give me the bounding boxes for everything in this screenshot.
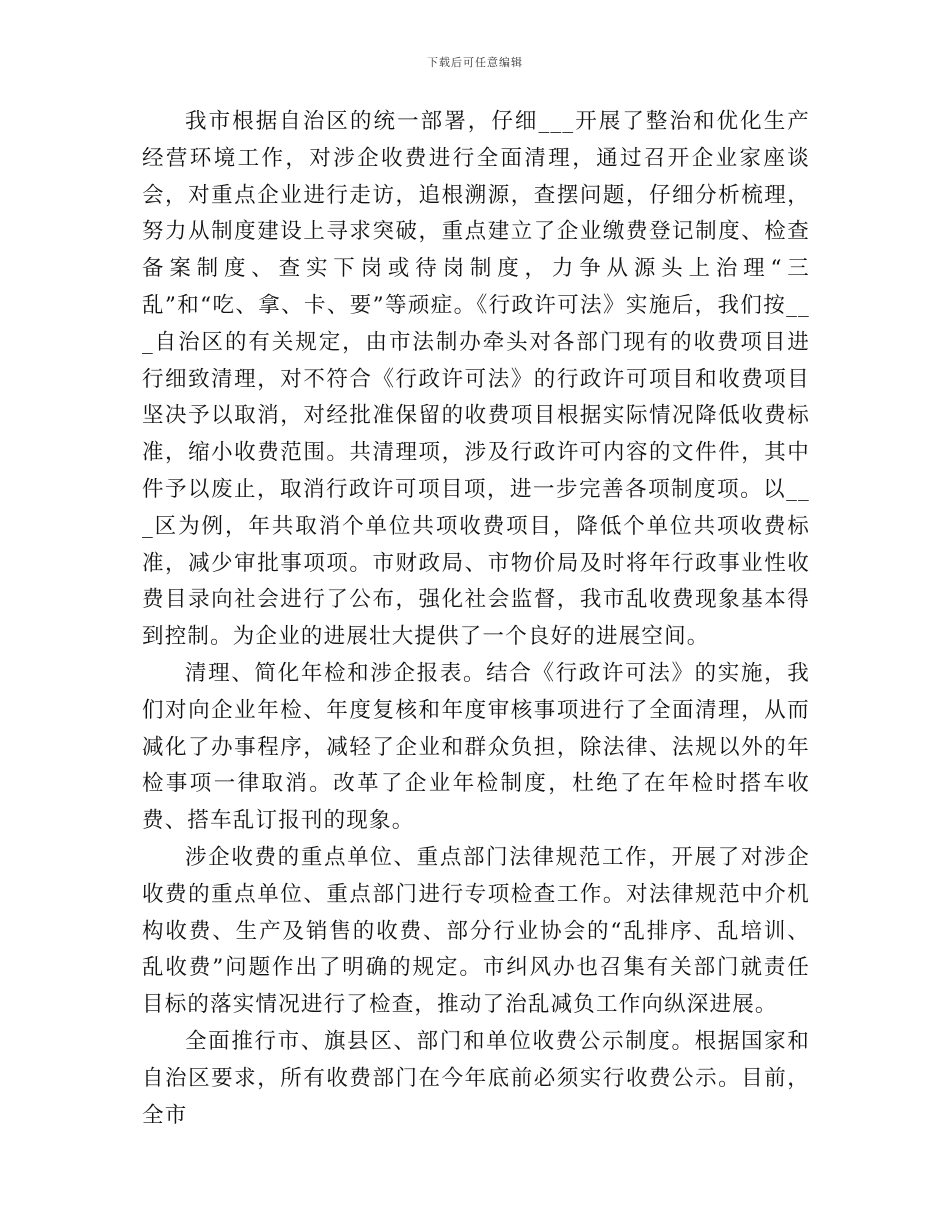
page-header-note: 下载后可任意编辑 bbox=[427, 56, 523, 69]
paragraph-4: 全面推行市、旗县区、部门和单位收费公示制度。根据国家和自治区要求，所有收费部门在今年底前必须实行收费公示。目前，全市 bbox=[142, 1028, 810, 1128]
paragraph-2: 清理、简化年检和涉企报表。结合《行政许可法》的实施，我们对向企业年检、年度复核和年度审核事项进行了全面清理，从而减化了办事程序，减轻了企业和群众负担，除法律、法规以外的年检事项一律取消。改革了企业年检制度，杜绝了在年检时搭车收费、搭车乱订报刊的现象。 bbox=[142, 660, 810, 834]
document-body bbox=[142, 104, 810, 1134]
paragraph-3: 涉企收费的重点单位、重点部门法律规范工作，开展了对涉企收费的重点单位、重点部门进行专项检查工作。对法律规范中介机构收费、生产及销售的收费、部分行业协会的“乱排序、乱培训、乱收费”问题作出了明确的规定。市纠风办也召集有关部门就责任目标的落实情况进行了检查，推动了治乱减负工作向纵深进展。 bbox=[142, 844, 810, 1018]
paragraph-1: 我市根据自治区的统一部署，仔细___开展了整治和优化生产经营环境工作，对涉企收费进行全面清理，通过召开企业家座谈会，对重点企业进行走访，追根溯源，查摆问题，仔细分析梳理，努力从制度建设上寻求突破，重点建立了企业缴费登记制度、检查备案制度、查实下岗或待岗制度，力争从源头上治理“三乱”和“吃、拿、卡、要”等顽症。《行政许可法》实施后，我们按___自治区的有关规定，由市法制办牵头对各部门现有的收费项目进行细致清理，对不符合《行政许可法》的行政许可项目和收费项目坚决予以取消，对经批准保留的收费项目根据实际情况降低收费标准，缩小收费范围。共清理项，涉及行政许可内容的文件件，其中件予以废止，取消行政许可项目项，进一步完善各项制度项。以___区为例，年共取消个单位共项收费项目，降低个单位共项收费标准，减少审批事项项。市财政局、市物价局及时将年行政事业性收费目录向社会进行了公布，强化社会监督，我市乱收费现象基本得到控制。为企业的进展壮大提供了一个良好的进展空间。 bbox=[142, 109, 810, 650]
